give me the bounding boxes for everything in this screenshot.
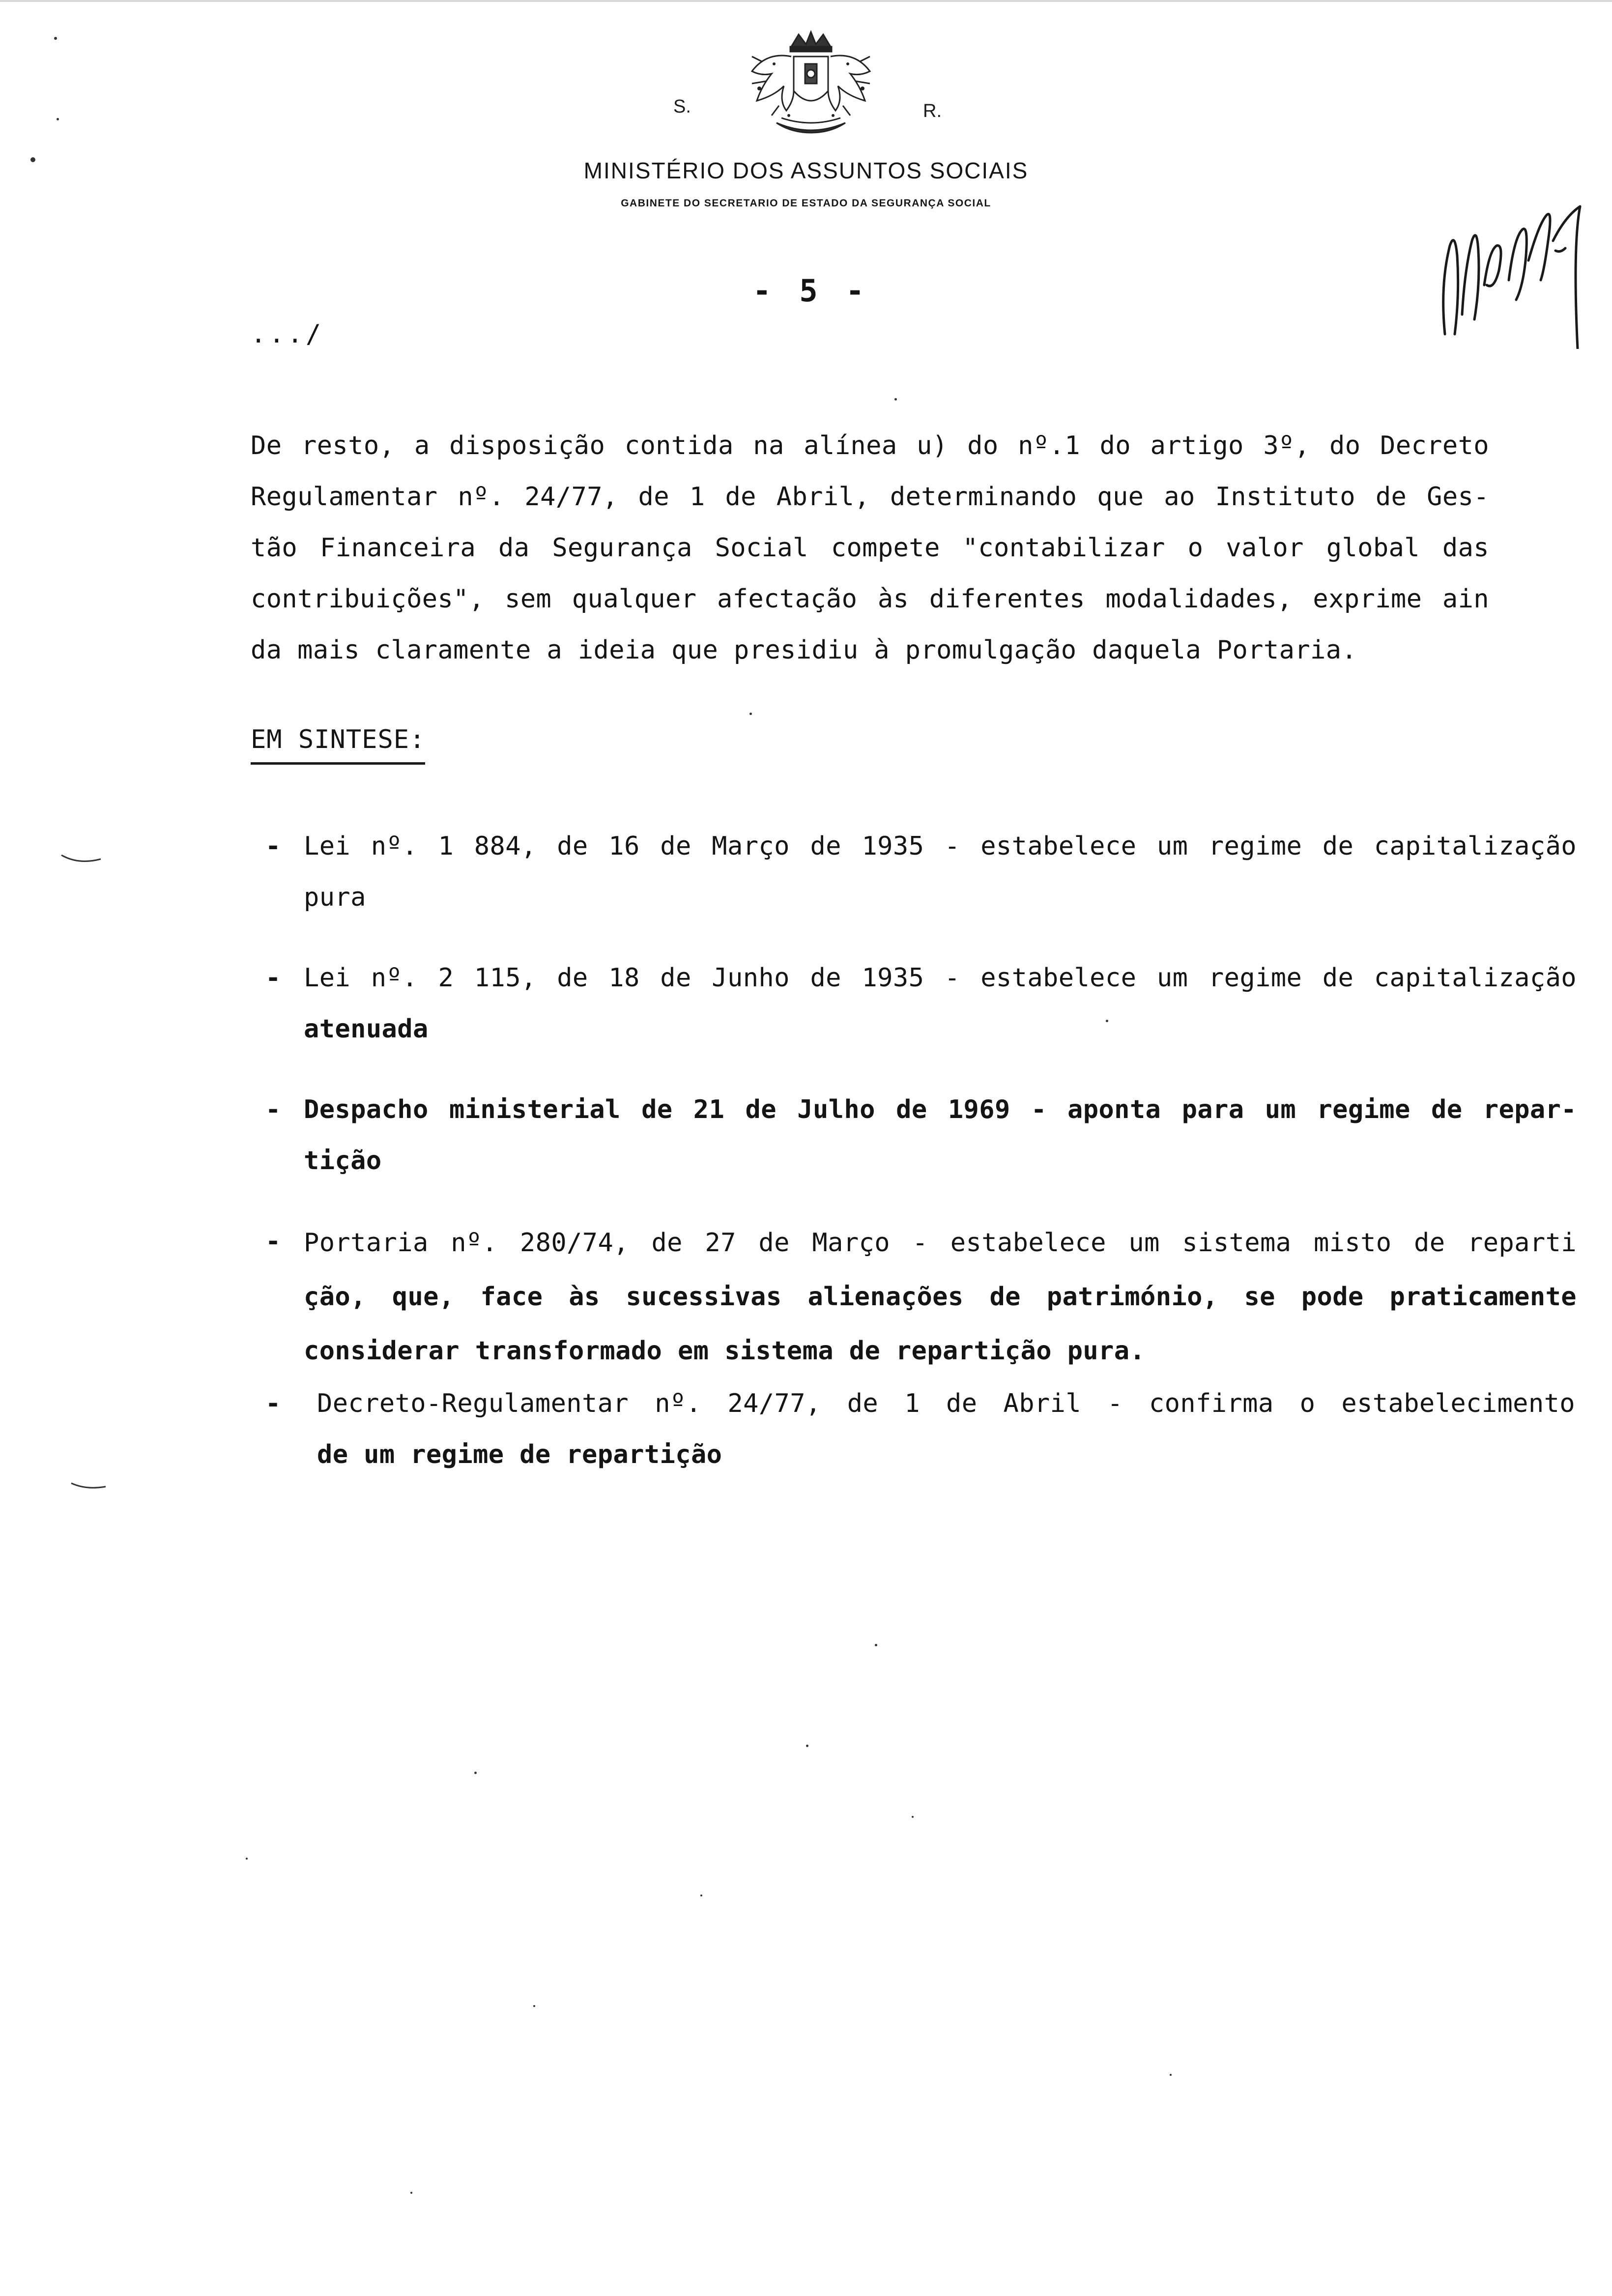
summary-item-line: Despacho ministerial de 21 de Julho de 1969 - aponta para um regime de repar-: [304, 1095, 1577, 1124]
scan-speck: [533, 2005, 535, 2007]
letterhead-right-letter: R.: [923, 101, 942, 121]
scan-speck: [246, 1858, 248, 1860]
summary-item: [265, 1084, 1583, 1186]
list-dash: -: [265, 1389, 281, 1418]
summary-item-line: Lei nº. 1 884, de 16 de Março de 1935 - estabelece um regime de capitalização: [304, 832, 1577, 861]
scan-speck: [410, 2192, 412, 2194]
letterhead-left-letter: S.: [673, 96, 691, 117]
summary-item: [265, 1216, 1583, 1378]
scan-speck: [474, 1772, 477, 1774]
cabinet-name: GABINETE DO SECRETARIO DE ESTADO DA SEGURANÇA SOCIAL: [621, 198, 991, 209]
paragraph-line: tão Financeira da Segurança Social compete "contabilizar o valor global das: [251, 533, 1489, 563]
scan-mark: [59, 850, 103, 870]
paragraph-line: Regulamentar nº. 24/77, de 1 de Abril, determinando que ao Instituto de Ges-: [251, 482, 1489, 512]
coat-of-arms-icon: [732, 27, 890, 145]
continuation-mark: .../: [251, 319, 324, 349]
scan-speck: [30, 157, 35, 162]
paragraph-line: contribuições", sem qualquer afectação às diferentes modalidades, exprime ain: [251, 584, 1489, 614]
scan-speck: [875, 1644, 877, 1646]
summary-item-line: tição: [304, 1146, 382, 1176]
summary-item-line: considerar transformado em sistema de repartição pura.: [304, 1336, 1146, 1366]
summary-item-line: pura: [304, 883, 366, 912]
scan-speck: [57, 118, 59, 120]
summary-item: [265, 952, 1583, 1055]
scan-mark: [69, 1479, 108, 1494]
summary-item-line: Lei nº. 2 115, de 18 de Junho de 1935 - estabelece um regime de capitalização: [304, 963, 1577, 993]
paragraph-line: De resto, a disposição contida na alínea u) do nº.1 do artigo 3º, do Decreto: [251, 431, 1489, 460]
scan-edge: [0, 0, 1612, 2]
summary-item: [265, 821, 1583, 923]
scan-speck: [894, 398, 897, 401]
summary-item-line: ção, que, face às sucessivas alienações de património, se pode praticamente: [304, 1282, 1577, 1312]
page-number: - 5 -: [752, 273, 869, 309]
list-dash: -: [265, 1095, 281, 1124]
paragraph-line: da mais claramente a ideia que presidiu à promulgação daquela Portaria.: [251, 635, 1357, 665]
list-dash: -: [265, 963, 281, 993]
summary-list: [265, 821, 1583, 1480]
summary-item: [265, 1378, 1583, 1480]
summary-item-line: Portaria nº. 280/74, de 27 de Março - estabelece um sistema misto de reparti: [304, 1228, 1577, 1258]
handwritten-signature: [1435, 187, 1592, 349]
scan-speck: [806, 1745, 808, 1747]
summary-item-line: Decreto-Regulamentar nº. 24/77, de 1 de Abril - confirma o estabelecimento: [317, 1389, 1575, 1418]
ministry-name: MINISTÉRIO DOS ASSUNTOS SOCIAIS: [583, 158, 1029, 183]
scan-speck: [749, 713, 752, 715]
scan-speck: [912, 1816, 914, 1818]
scan-speck: [1106, 1020, 1108, 1022]
summary-heading: EM SINTESE:: [251, 720, 425, 765]
body-paragraph: [251, 420, 1489, 676]
summary-item-line: atenuada: [304, 1014, 429, 1044]
list-dash: -: [265, 1227, 281, 1256]
scan-speck: [1170, 2074, 1172, 2076]
summary-item-line: de um regime de repartição: [317, 1440, 722, 1469]
list-dash: -: [265, 832, 281, 861]
scan-speck: [54, 37, 57, 40]
scan-speck: [700, 1894, 702, 1896]
